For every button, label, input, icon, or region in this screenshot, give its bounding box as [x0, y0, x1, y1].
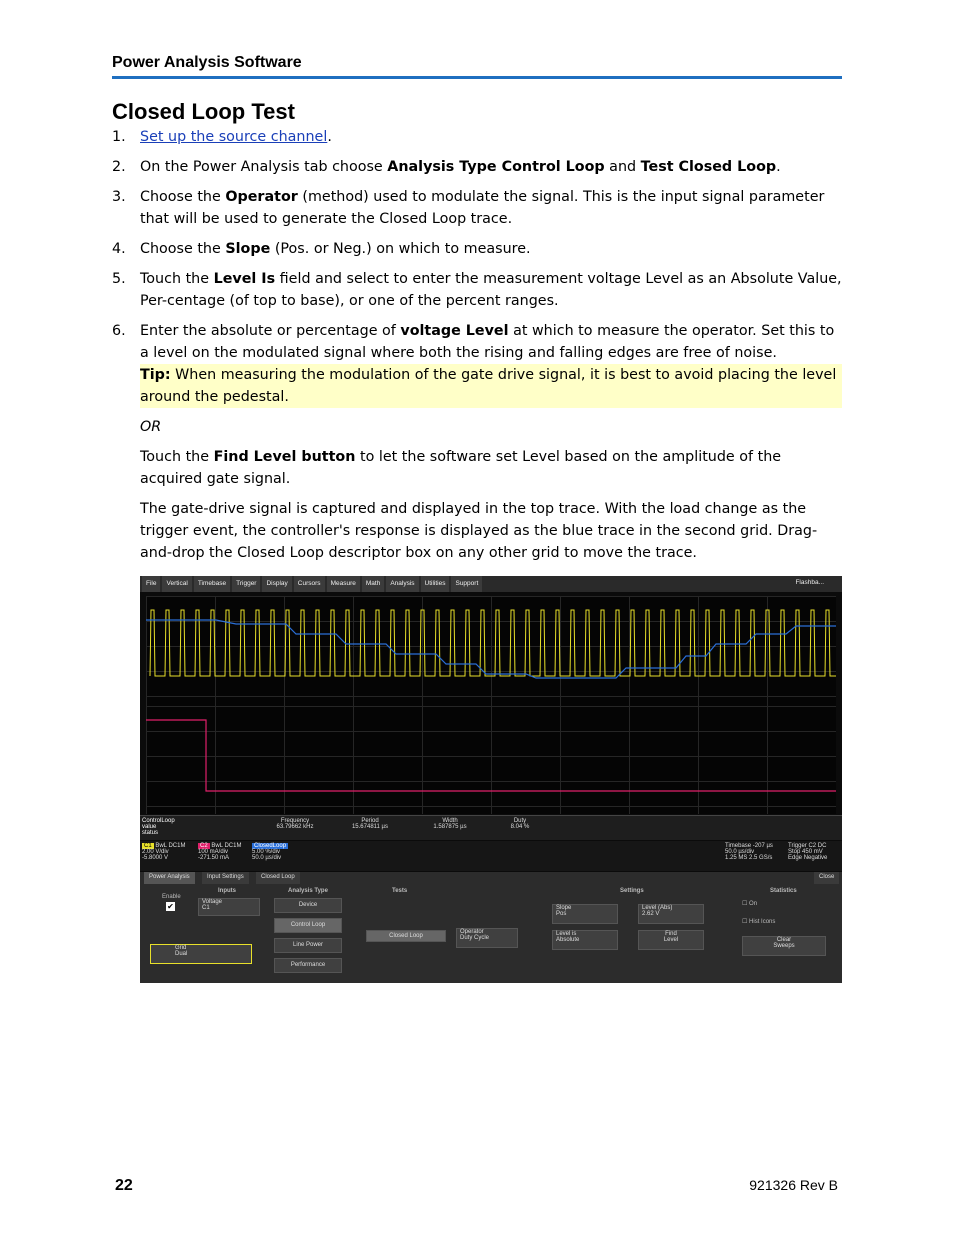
- page-number: 22: [115, 1177, 133, 1194]
- step-bold: voltage Level: [400, 323, 509, 339]
- voltage-label: Voltage: [202, 899, 223, 905]
- find-level-paragraph: [140, 446, 842, 490]
- menu-measure[interactable]: Measure: [327, 576, 360, 592]
- grid-selector[interactable]: [150, 944, 252, 964]
- step-text: Touch the: [140, 271, 214, 287]
- trigger-mode: Stop: [788, 849, 801, 855]
- enable-checkbox[interactable]: ✔: [167, 902, 174, 911]
- menu-display[interactable]: Display: [262, 576, 291, 592]
- find-level-text: Level: [663, 937, 679, 943]
- level-label: Level (Abs): [642, 905, 673, 911]
- c1-mode: BwL DC1M: [155, 843, 186, 849]
- step-text: field and select to enter the measurement voltage Level as an Absolute Value, Per-centage (of top to base), or one of the percent ranges.: [140, 271, 842, 309]
- tip-text: When measuring the modulation of the gate drive signal, it is best to avoid placing the level around the pedestal.: [140, 367, 837, 405]
- trigger-slope: Negative: [803, 855, 828, 861]
- measure-value: 15.674811 µs: [351, 824, 389, 830]
- c2-mode: BwL DC1M: [211, 843, 242, 849]
- measurement-row: [140, 815, 842, 840]
- device-button[interactable]: Device: [274, 898, 342, 913]
- step-text: .: [327, 129, 332, 145]
- trigger-source: C2 DC: [808, 843, 827, 849]
- section-title: Closed Loop Test: [112, 99, 295, 124]
- step-text: (method) used to modulate the signal. This is the input signal parameter that will be used to generate the Closed Loop trace.: [140, 189, 825, 227]
- measure-width: [410, 818, 490, 830]
- measure-value: 1.587875 µs: [433, 824, 467, 830]
- menu-utilities[interactable]: Utilities: [421, 576, 450, 592]
- step-text: Enter the absolute or percentage of: [140, 323, 401, 339]
- stats-on-toggle[interactable]: ☐ On: [742, 901, 758, 907]
- step-6: [112, 320, 842, 364]
- trigger-level: 450 mV: [802, 849, 823, 855]
- step-bold: Level Is: [213, 271, 276, 287]
- c1-descriptor[interactable]: [142, 843, 185, 861]
- step-1: [112, 126, 842, 148]
- c2-tag: C2: [200, 843, 208, 849]
- step-5: [112, 268, 842, 312]
- hist-icons-toggle[interactable]: ☐ Hist Icons: [742, 919, 776, 925]
- step-number: 4.: [112, 241, 126, 257]
- menu-file[interactable]: File: [142, 576, 160, 592]
- clear-sweeps-text: Clear: [776, 937, 792, 943]
- closedloop-tag: ClosedLoop: [254, 843, 287, 849]
- operator-label: Operator: [460, 929, 484, 935]
- level-field[interactable]: [638, 904, 704, 924]
- analysis-type-heading: Analysis Type: [288, 888, 328, 894]
- operator-value: Duty Cycle: [460, 935, 490, 941]
- step-bold: Analysis Type Control Loop: [387, 159, 605, 175]
- clear-sweeps-button[interactable]: [742, 936, 826, 956]
- statistics-heading: Statistics: [770, 888, 797, 894]
- step-text: Choose the: [140, 241, 226, 257]
- header-title: Power Analysis Software: [112, 54, 302, 71]
- level-is-value: Absolute: [556, 937, 580, 943]
- inputs-heading: Inputs: [218, 888, 236, 894]
- step-bold: Test Closed Loop: [640, 159, 777, 175]
- measure-name: [142, 818, 175, 836]
- source-channel-link[interactable]: Set up the source channel: [140, 129, 328, 145]
- measure-title: ControlLoop: [142, 818, 175, 824]
- find-level-text: Find: [665, 931, 677, 937]
- level-is-field[interactable]: [552, 930, 618, 950]
- timebase-label: Timebase: [725, 843, 752, 849]
- menu-vertical[interactable]: Vertical: [162, 576, 191, 592]
- tests-heading: Tests: [392, 888, 408, 894]
- oscilloscope-screenshot: [140, 576, 842, 983]
- line-power-button[interactable]: Line Power: [274, 938, 342, 953]
- tab-closed-loop[interactable]: Closed Loop: [256, 872, 300, 884]
- menu-cursors[interactable]: Cursors: [294, 576, 325, 592]
- running-header: [112, 54, 842, 79]
- slope-value: Pos: [556, 911, 567, 917]
- channel-descriptor-bar: [140, 841, 842, 871]
- scope-menu-bar: [140, 576, 842, 592]
- close-button[interactable]: Close: [814, 872, 839, 884]
- menu-support[interactable]: Support: [451, 576, 482, 592]
- measure-label: Width: [442, 818, 458, 824]
- step-3: [112, 186, 842, 230]
- tip-box: [140, 364, 842, 408]
- tip-label: Tip:: [140, 367, 171, 383]
- menu-trigger[interactable]: Trigger: [232, 576, 260, 592]
- step-number: 2.: [112, 159, 126, 175]
- menu-math[interactable]: Math: [362, 576, 384, 592]
- measure-sub: status: [142, 830, 159, 836]
- step-4: [112, 238, 842, 260]
- brand-label: Flashba...: [795, 579, 824, 586]
- c2-offset: -271.50 mA: [198, 855, 230, 861]
- c1-tag: C1: [144, 843, 152, 849]
- c1-vdiv: 2.00 V/div: [142, 849, 169, 855]
- top-trace-svg: [146, 596, 836, 706]
- top-grid: [146, 596, 836, 706]
- operator-field[interactable]: [456, 928, 518, 948]
- measure-value: 8.04 %: [510, 824, 530, 830]
- step-number: 1.: [112, 129, 126, 145]
- tab-power-analysis[interactable]: Power Analysis: [144, 872, 195, 884]
- power-analysis-dialog: [140, 872, 842, 983]
- para-text: to let the software set Level based on the amplitude of the acquired gate signal.: [140, 449, 782, 487]
- performance-button[interactable]: Performance: [274, 958, 342, 973]
- para-bold: Find Level button: [213, 449, 356, 465]
- control-loop-button[interactable]: Control Loop: [274, 918, 342, 933]
- gate-drive-trace: [150, 610, 836, 676]
- closedloop-vdiv: 5.00 %/div: [252, 849, 281, 855]
- settings-heading: Settings: [620, 888, 644, 894]
- document-number: 921326 Rev B: [749, 1177, 838, 1193]
- measure-label: Frequency: [280, 818, 310, 824]
- hist-icons-label: Hist Icons: [749, 919, 776, 925]
- step-bold: Slope: [225, 241, 271, 257]
- menu-analysis[interactable]: Analysis: [386, 576, 418, 592]
- step-text: and: [604, 159, 641, 175]
- timebase-delay: -207 µs: [752, 843, 773, 849]
- voltage-input-field[interactable]: [198, 898, 260, 916]
- step-2: [112, 156, 842, 178]
- timebase-rate: 2.5 GS/s: [749, 855, 773, 861]
- bottom-grid: [146, 706, 836, 814]
- timebase-samples: 1.25 MS: [725, 855, 748, 861]
- closedloop-tdiv: 50.0 µs/div: [252, 855, 282, 861]
- closed-loop-test-button[interactable]: Closed Loop: [366, 930, 446, 942]
- clear-sweeps-text: Sweeps: [773, 943, 795, 949]
- measure-label: Period: [361, 818, 379, 824]
- trigger-label: Trigger: [788, 843, 807, 849]
- measure-period: [330, 818, 410, 830]
- description-paragraph: The gate-drive signal is captured and displayed in the top trace. With the load change as the trigger event, the controller's response is displayed as the blue trace in the second grid. Drag-and-drop the Closed Loop descriptor box on any other grid to move the trace.: [140, 501, 818, 561]
- closed-loop-trace: [146, 620, 836, 678]
- step-bold: Operator: [225, 189, 298, 205]
- timebase-descriptor[interactable]: [725, 843, 773, 861]
- c2-vdiv: 100 mA/div: [198, 849, 229, 855]
- measure-value: 63.79662 kHz: [276, 824, 314, 830]
- level-value: 2.62 V: [642, 911, 660, 917]
- step-number: 3.: [112, 189, 126, 205]
- para-text: Touch the: [140, 449, 214, 465]
- find-level-button[interactable]: [638, 930, 704, 950]
- grid-label: Grid: [175, 945, 187, 951]
- measure-sub: value: [142, 824, 157, 830]
- timebase-tdiv: 50.0 µs/div: [725, 849, 755, 855]
- menu-timebase[interactable]: Timebase: [194, 576, 230, 592]
- trigger-type: Edge: [788, 855, 803, 861]
- step-text: On the Power Analysis tab choose: [140, 159, 388, 175]
- closedloop-descriptor[interactable]: [252, 843, 288, 861]
- grid-value: Dual: [175, 951, 188, 957]
- voltage-value: C1: [202, 905, 210, 911]
- step-text: (Pos. or Neg.) on which to measure.: [270, 241, 531, 257]
- step-text: .: [776, 159, 781, 175]
- steps-list: [112, 126, 842, 564]
- step-text: Choose the: [140, 189, 226, 205]
- step-text: at which to measure the operator. Set this to a level on the modulated signal where both the rising and falling edges are free of noise.: [140, 323, 835, 361]
- slope-field[interactable]: [552, 904, 618, 924]
- slope-label: Slope: [556, 905, 572, 911]
- measure-duty: [480, 818, 560, 830]
- enable-label: Enable: [162, 894, 181, 900]
- measure-label: Duty: [513, 818, 527, 824]
- c2-descriptor[interactable]: [198, 843, 241, 861]
- c1-offset: -5.8000 V: [142, 855, 169, 861]
- step-number: 6.: [112, 323, 126, 339]
- trigger-descriptor[interactable]: [788, 843, 827, 861]
- step-number: 5.: [112, 271, 126, 287]
- bottom-trace-svg: [146, 706, 836, 814]
- or-text: OR: [140, 419, 162, 435]
- measure-frequency: [255, 818, 335, 830]
- level-is-label: Level is: [556, 931, 577, 937]
- tab-input-settings[interactable]: Input Settings: [202, 872, 249, 884]
- load-change-trace: [146, 720, 836, 791]
- stats-on-label: On: [749, 901, 758, 907]
